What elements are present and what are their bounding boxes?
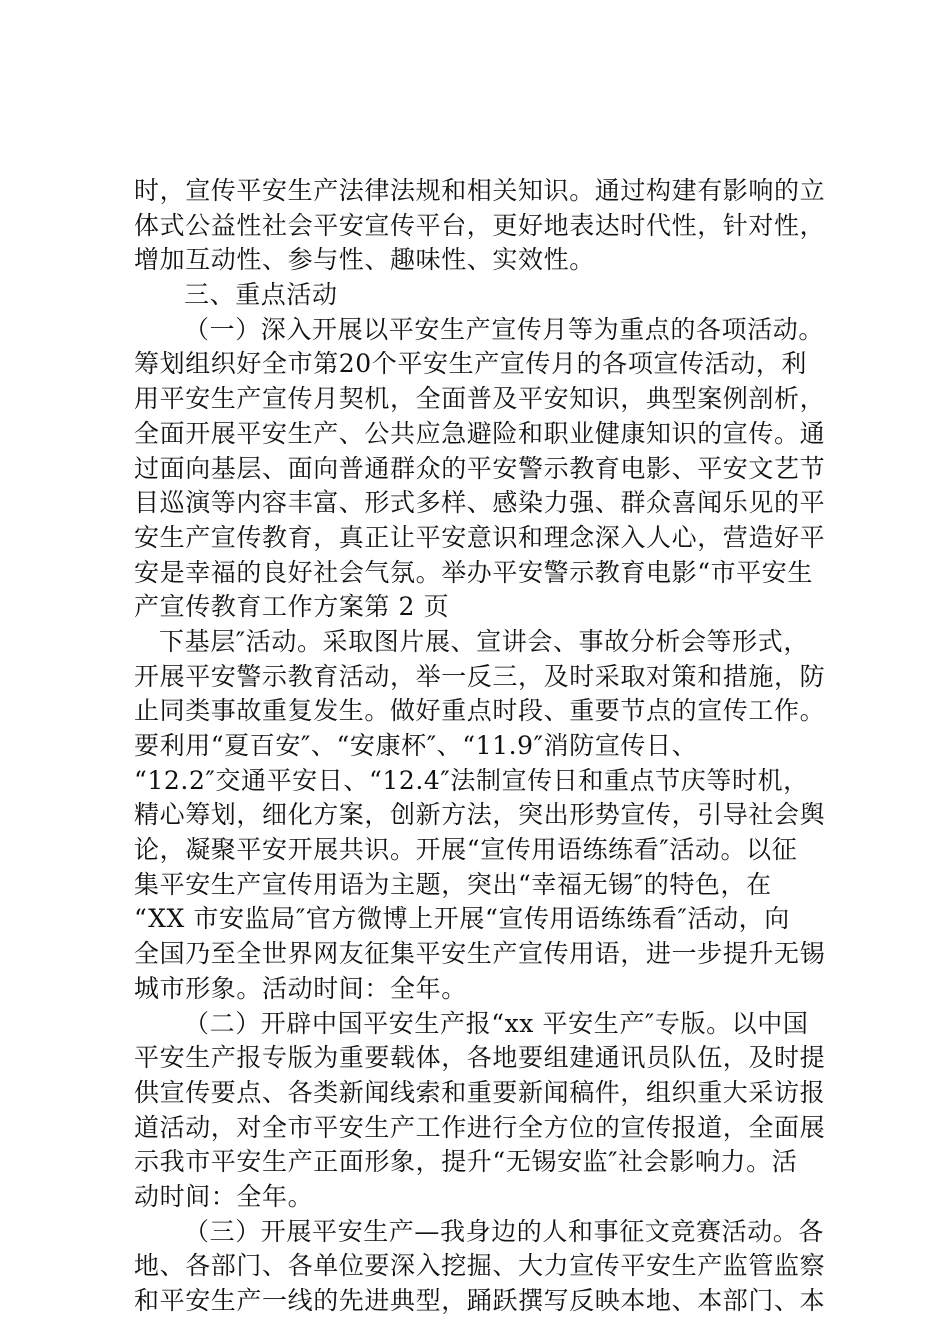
text-line: 目巡演等内容丰富、形式多样、感染力强、群众喜闻乐见的平 — [134, 488, 826, 518]
text-line: 全国乃至全世界网友征集平安生产宣传用语，进一步提升无锡 — [134, 939, 826, 969]
text-line: 下基层″活动。采取图片展、宣讲会、事故分析会等形式， — [159, 626, 809, 656]
text-line: 三、重点活动 — [184, 280, 338, 310]
document-body — [134, 174, 834, 1319]
text-line: 动时间：全年。 — [134, 1181, 314, 1211]
text-line: 城市形象。活动时间：全年。 — [134, 973, 467, 1003]
text-line: （三）开展平安生产—我身边的人和事征文竞赛活动。各 — [184, 1216, 825, 1246]
text-line: 集平安生产宣传用语为主题，突出“幸福无锡″的特色，在 — [134, 869, 772, 899]
text-line: “XX 市安监局″官方微博上开展“宣传用语练练看″活动，向 — [134, 904, 790, 934]
text-line: 要利用“夏百安″、“安康杯″、“11.9″消防宣传日、 — [134, 731, 698, 760]
text-line: 供宣传要点、各类新闻线索和重要新闻稿件，组织重大采访报 — [134, 1077, 826, 1107]
text-line: 产宣传教育工作方案第 2 页 — [134, 592, 450, 622]
text-line: 安是幸福的良好社会气氛。举办平安警示教育电影“市平安生 — [134, 557, 813, 587]
text-line: （一）深入开展以平安生产宣传月等为重点的各项活动。 — [184, 314, 825, 344]
text-line: 论，凝聚平安开展共识。开展“宣传用语练练看″活动。以征 — [134, 835, 798, 865]
text-line: 时，宣传平安生产法律法规和相关知识。通过构建有影响的立 — [134, 176, 826, 205]
text-line: 开展平安警示教育活动，举一反三，及时采取对策和措施，防 — [134, 661, 826, 691]
text-line: 体式公益性社会平安宣传平台，更好地表达时代性，针对性， — [134, 210, 826, 240]
text-line: 精心筹划，细化方案，创新方法，突出形势宣传，引导社会舆 — [134, 800, 826, 830]
text-line: 筹划组织好全市第20个平安生产宣传月的各项宣传活动，利 — [134, 349, 808, 379]
text-line: 道活动，对全市平安生产工作进行全方位的宣传报道，全面展 — [134, 1112, 826, 1142]
text-line: 平安生产报专版为重要载体，各地要组建通讯员队伍，及时提 — [134, 1043, 826, 1073]
text-line: 止同类事故重复发生。做好重点时段、重要节点的宣传工作。 — [134, 696, 826, 726]
text-line: 用平安生产宣传月契机，全面普及平安知识，典型案例剖析， — [134, 384, 826, 414]
text-line: 和平安生产一线的先进典型，踊跃撰写反映本地、本部门、本 — [134, 1286, 826, 1315]
text-line: （二）开辟中国平安生产报“xx 平安生产″专版。以中国 — [184, 1008, 809, 1038]
text-line: 全面开展平安生产、公共应急避险和职业健康知识的宣传。通 — [134, 418, 826, 448]
text-line: 增加互动性、参与性、趣味性、实效性。 — [134, 245, 595, 275]
text-line: 安生产宣传教育，真正让平安意识和理念深入人心，营造好平 — [134, 522, 826, 552]
text-line: “12.2″交通平安日、“12.4″法制宣传日和重点节庆等时机， — [134, 765, 809, 795]
text-line: 地、各部门、各单位要深入挖掘、大力宣传平安生产监管监察 — [134, 1251, 826, 1281]
text-line: 过面向基层、面向普通群众的平安警示教育电影、平安文艺节 — [134, 453, 826, 483]
text-line: 示我市平安生产正面形象，提升“无锡安监″社会影响力。活 — [134, 1147, 798, 1177]
